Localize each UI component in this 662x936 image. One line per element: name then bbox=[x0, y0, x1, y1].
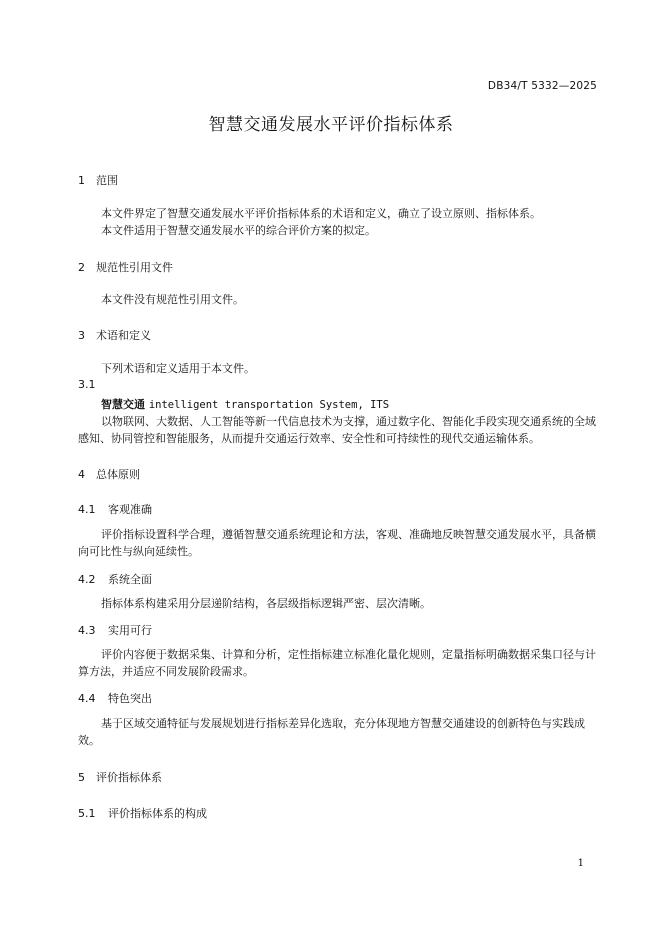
section-title: 实用可行 bbox=[108, 624, 152, 637]
term-english: intelligent transportation System, ITS bbox=[148, 399, 390, 411]
paragraph-4-4: 基于区域交通特征与发展规划进行指标差异化选取，充分体现地方智慧交通建设的创新特色与实践成效。 bbox=[78, 717, 585, 747]
section-number: 5 bbox=[78, 771, 85, 784]
section-number: 4.4 bbox=[78, 692, 96, 705]
section-2-heading bbox=[78, 259, 173, 275]
section-number: 4 bbox=[78, 468, 85, 481]
section-title: 范围 bbox=[96, 174, 118, 187]
section-title: 规范性引用文件 bbox=[96, 261, 173, 274]
scope-paragraph-1: 本文件界定了智慧交通发展水平评价指标体系的术语和定义，确立了设立原则、指标体系。 bbox=[101, 207, 541, 220]
section-1-heading bbox=[78, 172, 118, 188]
document-title: 智慧交通发展水平评价指标体系 bbox=[208, 115, 454, 135]
paragraph-4-1: 评价指标设置科学合理，遵循智慧交通系统理论和方法，客观、准确地反映智慧交通发展水平，具备横向可比性与纵向延续性。 bbox=[78, 528, 596, 558]
page-number: 1 bbox=[577, 858, 584, 869]
section-5-1-heading bbox=[78, 805, 207, 821]
term-chinese: 智慧交通 bbox=[101, 398, 145, 411]
section-number: 1 bbox=[78, 174, 85, 187]
paragraph-4-2: 指标体系构建采用分层递阶结构，各层级指标逻辑严密、层次清晰。 bbox=[101, 597, 431, 610]
term-definition: 以物联网、大数据、人工智能等新一代信息技术为支撑，通过数字化、智能化手段实现交通系统的全域感知、协同管控和智能服务，从而提升交通运行效率、安全性和可持续性的现代交通运输体系。 bbox=[78, 415, 596, 445]
section-4-1-heading bbox=[78, 501, 152, 517]
section-title: 总体原则 bbox=[96, 468, 140, 481]
section-number: 3 bbox=[78, 329, 85, 342]
section-title: 评价指标体系的构成 bbox=[108, 807, 207, 820]
section-3-heading bbox=[78, 327, 151, 343]
section-title: 术语和定义 bbox=[96, 329, 151, 342]
scope-paragraph-2: 本文件适用于智慧交通发展水平的综合评价方案的拟定。 bbox=[101, 224, 376, 237]
section-4-3-heading bbox=[78, 622, 152, 638]
paragraph-4-3: 评价内容便于数据采集、计算和分析，定性指标建立标准化量化规则，定量指标明确数据采集口径与计算方法，并适应不同发展阶段需求。 bbox=[78, 648, 596, 678]
section-4-heading bbox=[78, 466, 140, 482]
normative-paragraph: 本文件没有规范性引用文件。 bbox=[101, 293, 244, 306]
section-title: 评价指标体系 bbox=[96, 771, 162, 784]
section-number: 4.2 bbox=[78, 573, 96, 586]
section-title: 系统全面 bbox=[108, 573, 152, 586]
section-number: 4.1 bbox=[78, 503, 96, 516]
section-title: 特色突出 bbox=[108, 692, 152, 705]
standard-code: DB34/T 5332—2025 bbox=[487, 80, 597, 92]
section-title: 客观准确 bbox=[108, 503, 152, 516]
section-4-4-heading bbox=[78, 690, 152, 706]
section-4-2-heading bbox=[78, 571, 152, 587]
term-entry bbox=[101, 396, 389, 412]
section-number: 5.1 bbox=[78, 807, 96, 820]
section-5-heading bbox=[78, 769, 162, 785]
section-number: 4.3 bbox=[78, 624, 96, 637]
term-number: 3.1 bbox=[78, 378, 96, 391]
section-number: 2 bbox=[78, 261, 85, 274]
terms-intro-paragraph: 下列术语和定义适用于本文件。 bbox=[101, 362, 255, 375]
